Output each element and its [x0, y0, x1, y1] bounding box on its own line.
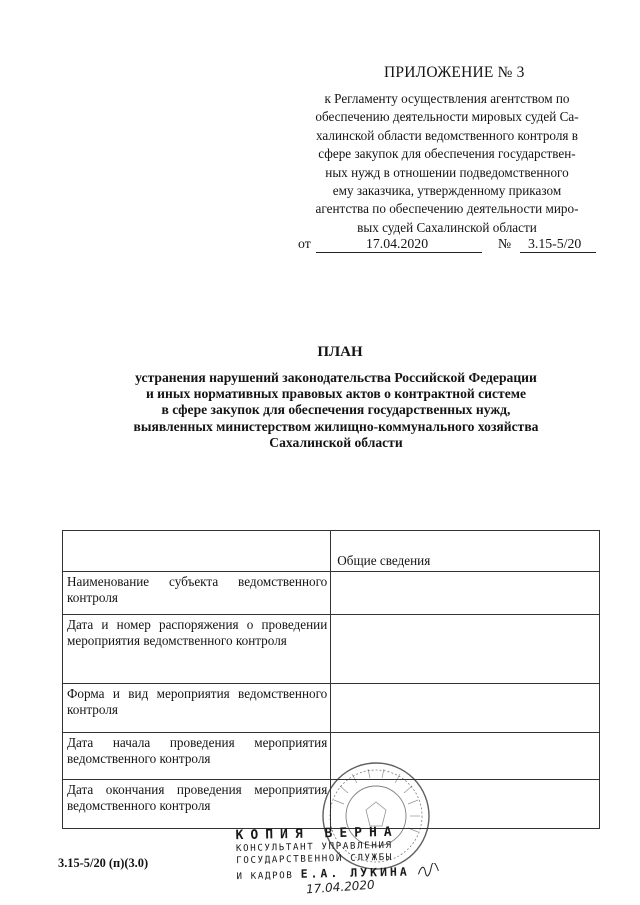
date-underline: [316, 252, 482, 253]
order-date-number-row: [298, 236, 618, 258]
row-value: [331, 684, 600, 733]
signature-icon: [417, 863, 439, 877]
appendix-line: обеспечению деятельности мировых судей Са-: [315, 109, 579, 125]
table-row: [63, 684, 600, 733]
stamp-line: ГОСУДАРСТВЕННОЙ СЛУЖБЫ: [236, 851, 394, 867]
document-code: 3.15-5/20 (п)(3.0): [58, 856, 149, 870]
table-header-general-info: Общие сведения: [331, 531, 600, 572]
plan-subtitle-line: выявленных министерством жилищно-коммунального хозяйства: [133, 418, 539, 434]
plan-title: ПЛАН: [317, 344, 363, 360]
stamp-title: КОПИЯ ВЕРНА: [235, 824, 399, 844]
number-underline: [520, 252, 596, 253]
row-value: [331, 572, 600, 615]
appendix-line: к Регламенту осуществления агентством по: [324, 91, 570, 106]
stamp-name: Е.А. ЛУКИНА: [300, 864, 410, 881]
order-date: 17.04.2020: [366, 236, 429, 251]
plan-subtitle-line: устранения нарушений законодательства Российской Федерации: [135, 370, 537, 385]
appendix-line: вых судей Сахалинской области: [357, 219, 537, 235]
appendix-line: ных нужд в отношении подведомственного: [325, 164, 569, 180]
appendix-line: агентства по обеспечению деятельности миро-: [315, 201, 579, 217]
handwritten-date: 17.04.2020: [305, 877, 376, 897]
row-value: [331, 615, 600, 684]
table-row: [63, 572, 600, 615]
table-header-cell: [63, 531, 331, 572]
appendix-text: [284, 90, 610, 237]
plan-subtitle: [98, 370, 574, 451]
row-label: Форма и вид мероприятия ведомственного контроля: [63, 684, 331, 733]
copy-certified-stamp: [235, 824, 439, 882]
row-label: Наименование субъекта ведомственного контроля: [63, 572, 331, 615]
plan-subtitle-line: и иных нормативных правовых актов о контрактной системе: [145, 386, 527, 402]
table-row: [63, 615, 600, 684]
appendix-line: ему заказчика, утвержденному приказом: [332, 183, 562, 199]
table-header-row: [63, 531, 600, 572]
order-date-label: от: [298, 236, 311, 251]
row-label: Дата начала проведения мероприятия ведомственного контроля: [63, 733, 331, 780]
order-number-label: №: [498, 236, 512, 251]
plan-subtitle-line: в сфере закупок для обеспечения государственных нужд,: [161, 402, 511, 418]
row-label: Дата и номер распоряжения о проведении мероприятия ведомственного контроля: [63, 615, 331, 684]
order-number: 3.15-5/20: [528, 236, 582, 251]
plan-subtitle-line: Сахалинской области: [269, 434, 403, 450]
appendix-title: ПРИЛОЖЕНИЕ № 3: [384, 64, 525, 81]
row-label: Дата окончания проведения мероприятия ведомственного контроля: [63, 780, 331, 829]
appendix-line: сфере закупок для обеспечения государствен-: [318, 146, 576, 162]
appendix-line: халинской области ведомственного контроля в: [315, 127, 579, 143]
stamp-line: КОНСУЛЬТАНТ УПРАВЛЕНИЯ: [235, 839, 393, 855]
stamp-line: И КАДРОВ: [236, 869, 294, 883]
